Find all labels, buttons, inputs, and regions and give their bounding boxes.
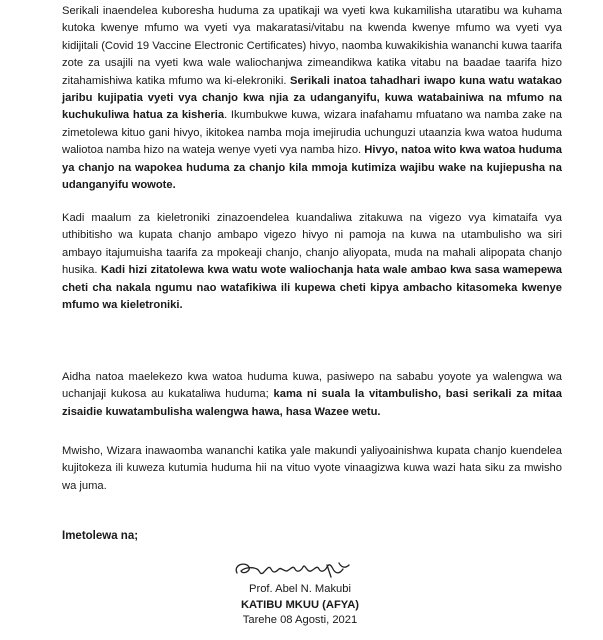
paragraph2-text: Kadi maalum za kieletroniki zinazoendelea kuandaliwa zitakuwa na vigezo vya kimataifa vya uthibitisho wa kupata chanjo ambapo vigezo hivyo ni pamoja na kuwa na utambulisho wa siri ambayo itajumuisha taarifa za mpokeaji chanjo, chanjo aliyopata, muda na mahali alipopata chanjo husika. [62, 212, 562, 277]
paragraph3-text: Aidha natoa maelekezo kwa watoa huduma kuwa, pasiwepo na sababu yoyote ya walengwa wa uchanjaji kukosa au kukataliwa huduma; [62, 371, 562, 401]
paragraph3-bold: kama ni suala la vitambulisho, basi serikali za mitaa zisaidie kuwatambulisha walengwa hawa, hasa Wazee wetu. [62, 388, 562, 418]
paragraph1-bold-call: Hivyo, natoa wito kwa watoa huduma ya chanjo na wapokea huduma za chanjo kila mmoja kutimiza wajibu wake na kujiepusha na udanganyifu wowote. [62, 144, 562, 192]
paragraph1-text-2: . Ikumbukwe kuwa, wizara inafahamu mfuatano wa namba zake na zimetolewa kituo gani hivyo, ikitokea namba moja imejirudia uchunguzi utaanzia kwa watoa huduma waliotoa namba hizo na wateja wenye vyeti vya namba hizo. [62, 109, 562, 157]
signatory-title: KATIBU MKUU (AFYA) [240, 598, 360, 611]
paragraph2-bold: Kadi hizi zitatolewa kwa watu wote waliochanja hata wale ambao kwa sasa wamepewa cheti cha nakala ngumu nao watafikiwa ili kupewa cheti kipya ambacho kitasomeka kwenye mfumo wa kieletroniki. [62, 264, 562, 312]
signature-block [235, 582, 365, 629]
handwritten-signature [215, 555, 395, 583]
signature-icon [215, 555, 395, 583]
paragraph-electronic-cards [62, 210, 562, 314]
paragraph1-text: Serikali inaendelea kuboresha huduma za upatikaji wa vyeti kwa kukamilisha utaratibu wa kuhama kutoka kwenye mfumo wa vyeti vya makaratasi/vitabu na kwenda kwenye mfumo wa vyeti vya kidijitali (Covid 19 Vaccine Electronic Certificates) hivyo, naomba kuwakikishia wananchi kuwa taarifa zote za usajili na vyeti kwa wale waliochanjwa zimeandikwa katika vitabu na baadae taarifa hizo zitahamishiwa katika mfumo wa ki-elekroniki. [62, 5, 562, 87]
paragraph-certificates-transition [62, 3, 562, 194]
document-date: Tarehe 08 Agosti, 2021 [242, 614, 358, 626]
paragraph-service-directive [62, 369, 562, 421]
paragraph4-text: Mwisho, Wizara inawaomba wananchi katika yale makundi yaliyoainishwa kupata chanjo kuendelea kujitokeza ili kuweza kutumia huduma hii na vituo vyote vinaagizwa kuwa wazi hata siku za mwisho wa juma. [62, 445, 562, 492]
paragraph-closing-appeal [62, 443, 562, 495]
signatory-name: Prof. Abel N. Makubi [249, 583, 351, 595]
paragraph1-bold-warning: Serikali inatoa tahadhari iwapo kuna watu watakao jaribu kujipatia vyeti vya chanjo kwa njia za udanganyifu, kuwa watabainiwa na mfumo na kuchukuliwa hatua za kisheria [62, 74, 562, 122]
issued-by-label: Imetolewa na; [62, 530, 139, 542]
